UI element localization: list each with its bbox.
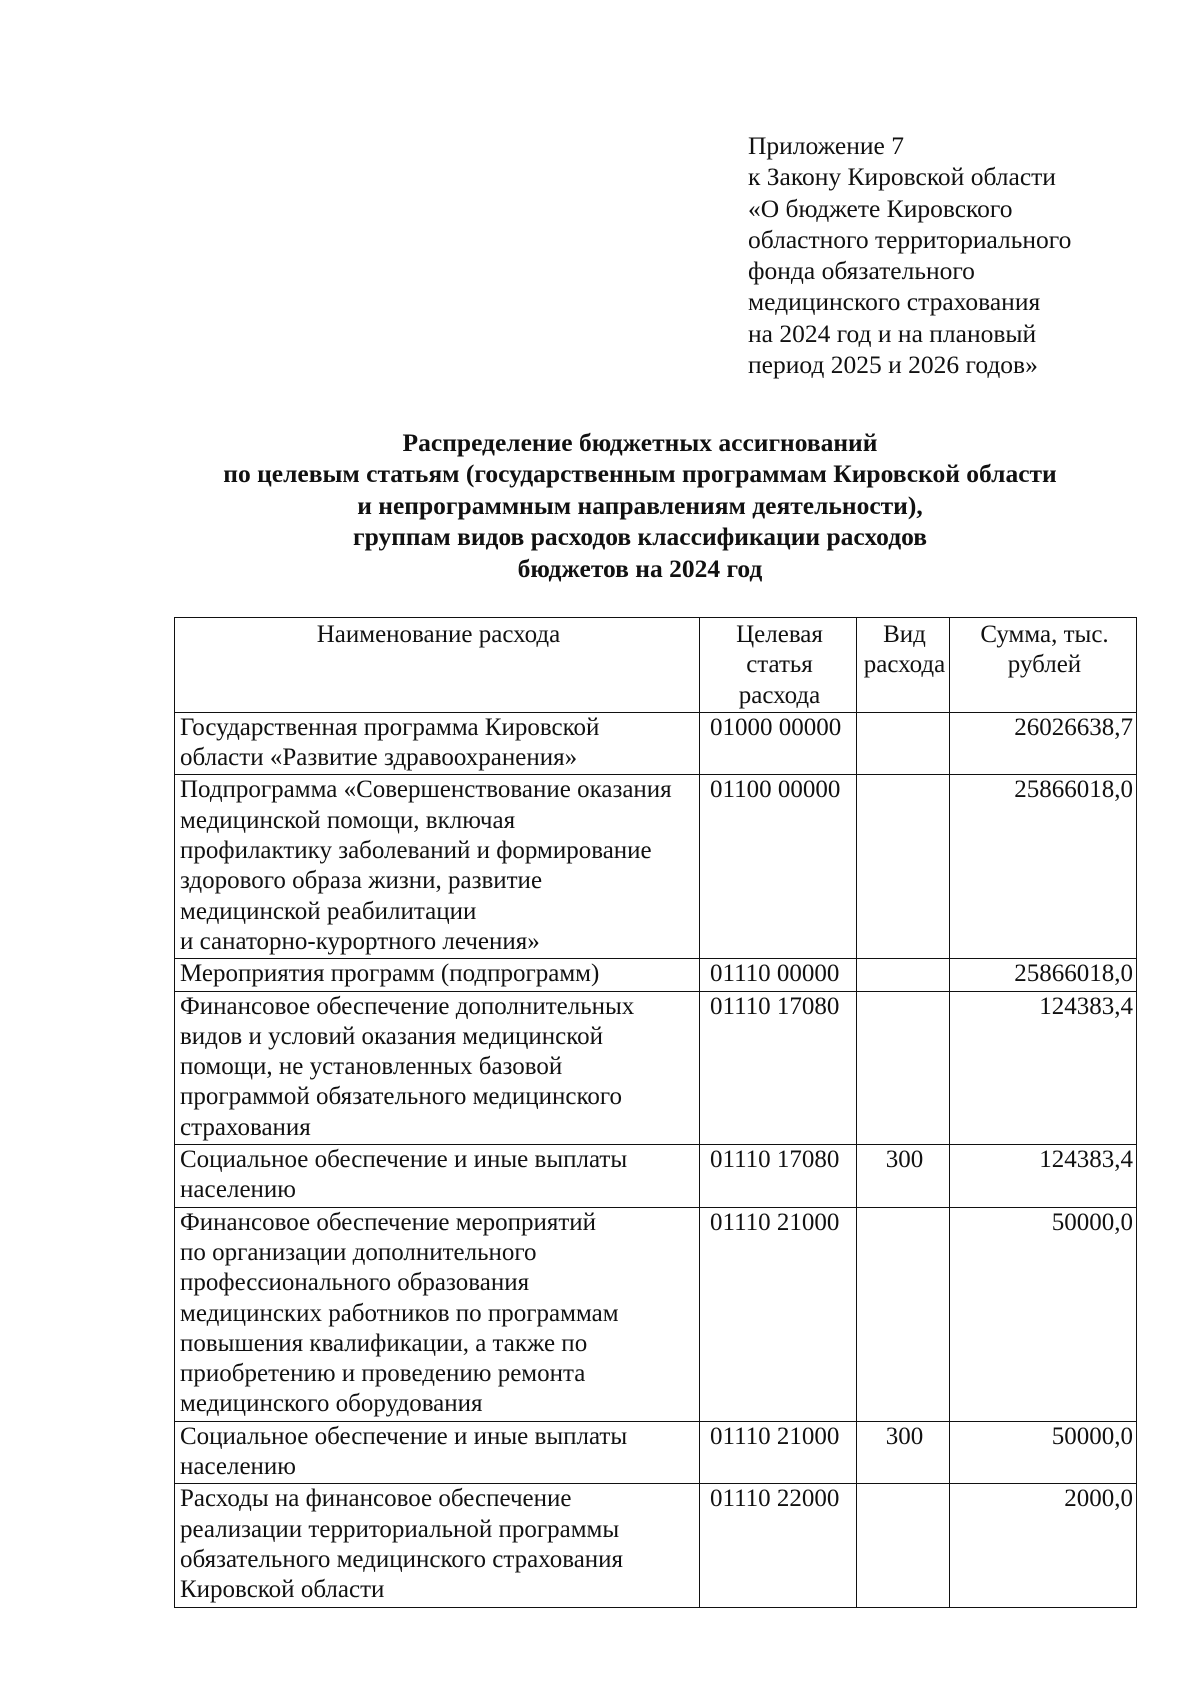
expense-name-line: по организации дополнительного	[180, 1238, 537, 1266]
amount-cell: 50000,0	[950, 1207, 1137, 1421]
appendix-line: на 2024 год и на плановый	[748, 318, 1037, 348]
target-article-cell: 01110 21000	[700, 1207, 857, 1421]
expense-name-cell	[175, 1421, 700, 1484]
expense-name-line: Финансовое обеспечение дополнительных	[180, 992, 635, 1020]
expense-name-line: обязательного медицинского страхования	[180, 1545, 624, 1573]
target-article-cell: 01110 00000	[700, 959, 857, 991]
expense-name-cell	[175, 1207, 700, 1421]
expense-name-line: страхования	[180, 1113, 311, 1141]
header-amount: Сумма, тыс. рублей	[950, 618, 1137, 713]
budget-allocation-table	[174, 617, 1137, 1608]
title-line: бюджетов на 2024 год	[517, 553, 763, 583]
title-line: группам видов расходов классификации расходов	[353, 522, 927, 552]
table-row	[175, 1145, 1137, 1208]
expense-name-cell	[175, 1484, 700, 1607]
amount-cell: 124383,4	[950, 991, 1137, 1144]
expense-name-line: медицинской реабилитации	[180, 897, 477, 925]
expense-kind-cell	[857, 1484, 950, 1607]
title-line: Распределение бюджетных ассигнований	[402, 428, 878, 457]
expense-kind-cell	[857, 775, 950, 959]
target-article-cell: 01110 17080	[700, 1145, 857, 1208]
header-expense-name: Наименование расхода	[175, 618, 700, 713]
expense-name-line: программой обязательного медицинского	[180, 1083, 623, 1111]
appendix-note	[748, 130, 1168, 380]
expense-name-cell	[175, 1145, 700, 1208]
amount-cell: 2000,0	[950, 1484, 1137, 1607]
table-row	[175, 959, 1137, 991]
expense-name-line: Расходы на финансовое обеспечение	[180, 1485, 572, 1513]
expense-kind-cell	[857, 959, 950, 991]
expense-name-line: видов и условий оказания медицинской	[180, 1022, 603, 1050]
target-article-cell: 01000 00000	[700, 712, 857, 775]
expense-name-line: Государственная программа Кировской	[180, 713, 600, 741]
table-row	[175, 1207, 1137, 1421]
expense-kind-cell: 300	[857, 1421, 950, 1484]
expense-name-cell	[175, 775, 700, 959]
amount-cell: 50000,0	[950, 1421, 1137, 1484]
table-row	[175, 775, 1137, 959]
expense-name-line: Социальное обеспечение и иные выплаты	[180, 1146, 628, 1174]
appendix-line: областного территориального	[748, 224, 1072, 254]
expense-name-line: медицинских работников по программам	[180, 1299, 619, 1327]
expense-name-line: Финансовое обеспечение мероприятий	[180, 1208, 597, 1236]
expense-name-line: Мероприятия программ (подпрограмм)	[180, 960, 600, 988]
expense-name-line: Кировской области	[180, 1576, 385, 1604]
header-row	[175, 618, 1137, 713]
table-row	[175, 1421, 1137, 1484]
expense-name-cell	[175, 959, 700, 991]
expense-name-line: населению	[180, 1176, 296, 1204]
table-header	[175, 618, 1137, 713]
expense-name-line: реализации территориальной программы	[180, 1515, 620, 1543]
amount-cell: 124383,4	[950, 1145, 1137, 1208]
appendix-line: Приложение 7	[748, 131, 904, 160]
appendix-line: медицинского страхования	[748, 287, 1041, 317]
amount-cell: 26026638,7	[950, 712, 1137, 775]
table-row	[175, 712, 1137, 775]
expense-name-line: Социальное обеспечение и иные выплаты	[180, 1422, 628, 1450]
expense-kind-cell: 300	[857, 1145, 950, 1208]
expense-name-line: профессионального образования	[180, 1269, 530, 1297]
expense-name-line: медицинского оборудования	[180, 1390, 483, 1418]
table-row	[175, 991, 1137, 1144]
expense-name-line: профилактику заболеваний и формирование	[180, 837, 652, 865]
expense-kind-cell	[857, 1207, 950, 1421]
title-line: и непрограммным направлениям деятельности),	[357, 490, 923, 520]
expense-name-line: Подпрограмма «Совершенствование оказания	[180, 776, 672, 804]
header-target-article: Целевая статья расхода	[700, 618, 857, 713]
title-line: по целевым статьям (государственным программам Кировской области	[223, 459, 1057, 489]
table-row	[175, 1484, 1137, 1607]
amount-cell: 25866018,0	[950, 775, 1137, 959]
expense-name-line: повышения квалификации, а также по	[180, 1329, 588, 1357]
appendix-line: к Закону Кировской области	[748, 162, 1056, 192]
expense-name-line: и санаторно-курортного лечения»	[180, 927, 540, 955]
appendix-line: фонда обязательного	[748, 256, 975, 286]
amount-cell: 25866018,0	[950, 959, 1137, 991]
appendix-line: «О бюджете Кировского	[748, 193, 1013, 223]
document-title	[120, 427, 1160, 584]
header-expense-kind: Вид расхода	[857, 618, 950, 713]
target-article-cell: 01110 21000	[700, 1421, 857, 1484]
expense-name-line: населению	[180, 1453, 296, 1481]
expense-name-cell	[175, 712, 700, 775]
target-article-cell: 01110 22000	[700, 1484, 857, 1607]
expense-name-line: здорового образа жизни, развитие	[180, 867, 543, 895]
expense-kind-cell	[857, 712, 950, 775]
table-body	[175, 712, 1137, 1607]
expense-name-line: приобретению и проведению ремонта	[180, 1360, 586, 1388]
expense-name-line: медицинской помощи, включая	[180, 806, 516, 834]
expense-name-line: области «Развитие здравоохранения»	[180, 744, 578, 772]
appendix-line: период 2025 и 2026 годов»	[748, 350, 1038, 380]
target-article-cell: 01110 17080	[700, 991, 857, 1144]
expense-name-cell	[175, 991, 700, 1144]
expense-name-line: помощи, не установленных базовой	[180, 1053, 563, 1081]
target-article-cell: 01100 00000	[700, 775, 857, 959]
expense-kind-cell	[857, 991, 950, 1144]
